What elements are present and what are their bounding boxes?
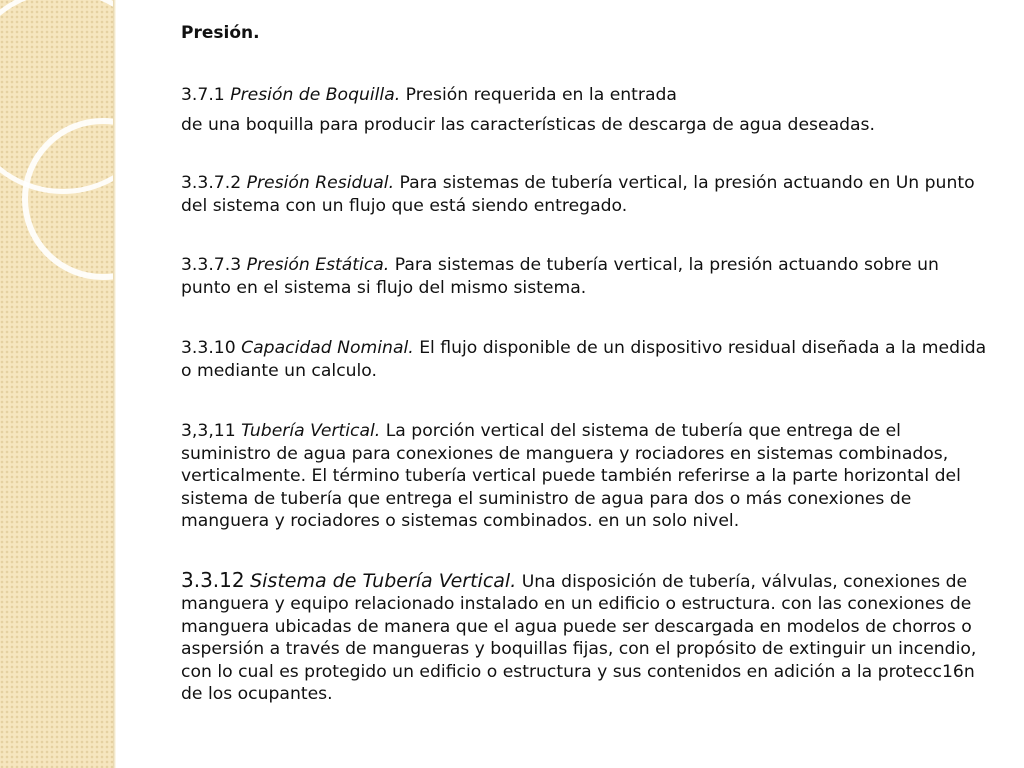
section-term: Tubería Vertical. — [241, 421, 381, 441]
section-text: Presión requerida en la entrada — [405, 85, 677, 105]
definition-paragraph — [181, 84, 991, 107]
decorative-sidebar — [0, 0, 113, 768]
section-text: Para sistemas de tubería vertical, la presión actuando sobre un punto en el sistema si flujo del mismo sistema. — [181, 255, 939, 298]
section-term: Presión Estática. — [246, 255, 390, 275]
sidebar-divider — [113, 0, 116, 768]
section-term: Sistema de Tubería Vertical. — [250, 569, 517, 592]
section-term: Presión de Boquilla. — [230, 85, 401, 105]
definition-paragraph — [181, 337, 991, 382]
section-text: Para sistemas de tubería vertical, la presión actuando en Un punto del sistema con un flujo que está siendo entregado. — [181, 173, 975, 216]
section-term: Capacidad Nominal. — [241, 338, 414, 358]
section-number: 3.3.12 — [181, 567, 245, 592]
section-number: 3.3.7.3 — [181, 255, 242, 275]
section-number: 3.3.7.2 — [181, 173, 242, 193]
definition-paragraph — [181, 420, 991, 533]
section-number: 3,3,11 — [181, 421, 236, 441]
section-number: 3.3.10 — [181, 338, 236, 358]
definition-paragraph — [181, 569, 991, 706]
section-text: Una disposición de tubería, válvulas, conexiones de manguera y equipo relacionado instalado en un edificio o estructura. con las conexiones de manguera ubicadas de manera que el agua puede ser descargada en modelos de chorros o aspersión a través de mangueras y boquillas fijas, con el propósito de extinguir un incendio, con lo cual es protegido un edificio o estructura y sus contenidos en adición a la protecc16n de los ocupantes. — [181, 571, 977, 704]
section-number: 3.7.1 — [181, 85, 225, 105]
slide-title: Presión. — [181, 23, 260, 43]
definition-paragraph — [181, 254, 991, 299]
section-text: La porción vertical del sistema de tubería que entrega de el suministro de agua para conexiones de manguera y rociadores en sistemas combinados, verticalmente. El término tubería vertical puede también referirse a la parte horizontal del sistema de tubería que entrega el suministro de agua para dos o más conexiones de manguera y rociadores o sistemas combinados. en un solo nivel. — [181, 421, 961, 531]
definition-paragraph — [181, 172, 991, 217]
slide-content — [181, 22, 991, 706]
definition-continuation: de una boquilla para producir las características de descarga de agua deseadas. — [181, 114, 875, 135]
section-text: El flujo disponible de un dispositivo residual diseñada a la medida o mediante un calculo. — [181, 338, 987, 381]
section-term: Presión Residual. — [246, 173, 395, 193]
